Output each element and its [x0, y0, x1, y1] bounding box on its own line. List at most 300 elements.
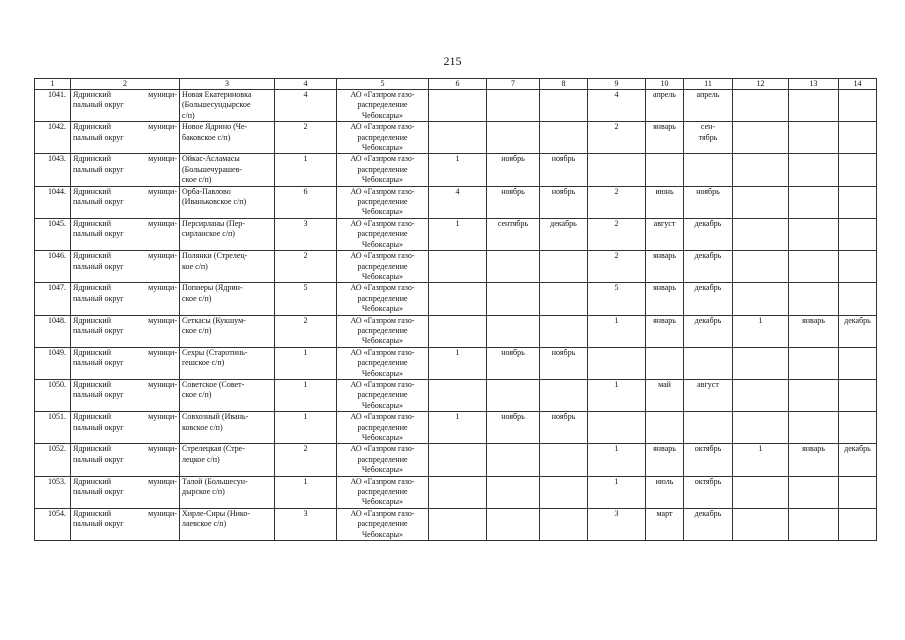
cell-line: распределение	[357, 487, 408, 497]
value-cell-c7	[487, 283, 540, 315]
value-cell-c10: июль	[646, 476, 684, 508]
value-cell-c14	[839, 218, 877, 250]
district-cell	[71, 90, 180, 122]
cell-word: муници-	[148, 315, 177, 325]
cell-line: распределение	[357, 132, 408, 142]
organization-cell	[337, 412, 429, 444]
column-number-header: 6	[429, 79, 487, 90]
cell-line: пальный округ	[73, 132, 124, 142]
district-cell	[71, 508, 180, 540]
value-cell-c13	[789, 186, 839, 218]
value-cell-c13	[789, 476, 839, 508]
row-number-cell: 1049.	[35, 347, 71, 379]
cell-line: АО «Газпром газо-	[350, 379, 415, 389]
column-number-header: 2	[71, 79, 180, 90]
district-cell	[71, 251, 180, 283]
cell-word: муници-	[148, 347, 177, 357]
cell-line: Чебоксары»	[361, 304, 404, 314]
cell-line: лецкое с/п)	[182, 454, 220, 464]
count-cell: 1	[275, 379, 337, 411]
organization-cell	[337, 444, 429, 476]
column-number-header: 13	[789, 79, 839, 90]
district-cell	[71, 347, 180, 379]
row-number-cell: 1042.	[35, 122, 71, 154]
value-cell-c6: 4	[429, 186, 487, 218]
value-cell-c6	[429, 315, 487, 347]
cell-line: пальный округ	[73, 422, 124, 432]
cell-line: пальный округ	[73, 229, 124, 239]
organization-cell	[337, 122, 429, 154]
cell-line: Чебоксары»	[361, 497, 404, 507]
district-cell	[71, 154, 180, 186]
count-cell: 1	[275, 347, 337, 379]
table-row	[35, 251, 877, 283]
cell-line	[73, 348, 177, 358]
value-cell-c12	[733, 476, 789, 508]
cell-line: АО «Газпром газо-	[350, 508, 415, 518]
settlement-cell	[180, 283, 275, 315]
value-cell-c9: 2	[588, 218, 646, 250]
cell-line	[73, 219, 177, 229]
value-cell-c14	[839, 347, 877, 379]
table-row	[35, 218, 877, 250]
table-row	[35, 379, 877, 411]
cell-line	[73, 477, 177, 487]
cell-word: Ядринский	[73, 90, 111, 99]
cell-line: пальный округ	[73, 390, 124, 400]
cell-line: пальный округ	[73, 487, 124, 497]
cell-line	[73, 251, 177, 261]
settlement-cell	[180, 251, 275, 283]
settlement-cell	[180, 154, 275, 186]
column-number-header: 11	[684, 79, 733, 90]
organization-cell	[337, 379, 429, 411]
cell-line	[73, 380, 177, 390]
cell-line: Стрелецкая (Стре-	[182, 444, 245, 454]
value-cell-c9: 2	[588, 186, 646, 218]
cell-line: АО «Газпром газо-	[350, 412, 415, 422]
cell-line: ское с/п)	[182, 390, 212, 400]
cell-line: Ойкас-Асламасы	[182, 154, 240, 164]
value-cell-c14	[839, 508, 877, 540]
organization-cell	[337, 347, 429, 379]
value-cell-c12	[733, 412, 789, 444]
value-cell-c10: апрель	[646, 90, 684, 122]
district-cell	[71, 218, 180, 250]
value-cell-c9: 2	[588, 122, 646, 154]
value-cell-c11: декабрь	[684, 218, 733, 250]
value-cell-c11: сен- тябрь	[684, 122, 733, 154]
settlement-cell	[180, 379, 275, 411]
value-cell-c6	[429, 508, 487, 540]
value-cell-c14	[839, 283, 877, 315]
cell-line	[73, 316, 177, 326]
district-cell	[71, 379, 180, 411]
cell-line: Чебоксары»	[361, 400, 404, 410]
value-cell-c9: 5	[588, 283, 646, 315]
organization-cell	[337, 218, 429, 250]
settlement-cell	[180, 315, 275, 347]
cell-line: Сеткасы (Кукшум-	[182, 315, 246, 325]
cell-word: муници-	[148, 508, 177, 518]
district-cell	[71, 283, 180, 315]
value-cell-c7: ноябрь	[487, 347, 540, 379]
value-cell-c11: октябрь	[684, 444, 733, 476]
value-cell-c13: январь	[789, 315, 839, 347]
value-cell-c9: 3	[588, 508, 646, 540]
cell-line	[73, 283, 177, 293]
cell-line: Чебоксары»	[361, 110, 404, 120]
cell-line	[73, 122, 177, 132]
cell-line: (Большесундырское	[182, 100, 251, 110]
value-cell-c9	[588, 154, 646, 186]
value-cell-c11: декабрь	[684, 315, 733, 347]
table-row	[35, 508, 877, 540]
cell-line: ское с/п)	[182, 325, 212, 335]
cell-word: муници-	[148, 251, 177, 261]
value-cell-c10: январь	[646, 444, 684, 476]
cell-line: распределение	[357, 519, 408, 529]
value-cell-c8	[540, 379, 588, 411]
cell-line: АО «Газпром газо-	[350, 283, 415, 293]
table-row	[35, 186, 877, 218]
cell-line: Чебоксары»	[361, 143, 404, 153]
count-cell: 5	[275, 283, 337, 315]
row-number-cell: 1053.	[35, 476, 71, 508]
value-cell-c6: 1	[429, 347, 487, 379]
table-row	[35, 476, 877, 508]
settlement-cell	[180, 218, 275, 250]
value-cell-c12	[733, 218, 789, 250]
settlement-cell	[180, 347, 275, 379]
cell-word: муници-	[148, 122, 177, 132]
column-number-header: 3	[180, 79, 275, 90]
cell-line: кое с/п)	[182, 261, 208, 271]
cell-line: лаевское с/п)	[182, 519, 227, 529]
cell-word: Ядринский	[73, 347, 111, 357]
cell-line: пальный округ	[73, 261, 124, 271]
value-cell-c13	[789, 251, 839, 283]
value-cell-c7: ноябрь	[487, 154, 540, 186]
cell-line	[73, 90, 177, 100]
organization-cell	[337, 508, 429, 540]
value-cell-c8	[540, 444, 588, 476]
value-cell-c11: декабрь	[684, 508, 733, 540]
district-cell	[71, 444, 180, 476]
value-cell-c12	[733, 508, 789, 540]
cell-line: АО «Газпром газо-	[350, 444, 415, 454]
value-cell-c11: август	[684, 379, 733, 411]
cell-word: Ядринский	[73, 186, 111, 196]
row-number-cell: 1048.	[35, 315, 71, 347]
cell-word: Ядринский	[73, 218, 111, 228]
row-number-cell: 1047.	[35, 283, 71, 315]
cell-line: Новая Екатериновка	[182, 90, 252, 99]
column-number-header: 7	[487, 79, 540, 90]
value-cell-c6	[429, 444, 487, 476]
value-cell-c7	[487, 315, 540, 347]
value-cell-c14	[839, 122, 877, 154]
value-cell-c11: ноябрь	[684, 186, 733, 218]
cell-line: гешское с/п)	[182, 358, 225, 368]
value-cell-c9	[588, 347, 646, 379]
value-cell-c14	[839, 476, 877, 508]
cell-line: распределение	[357, 197, 408, 207]
value-cell-c13	[789, 283, 839, 315]
value-cell-c11: апрель	[684, 90, 733, 122]
cell-line: Чебоксары»	[361, 239, 404, 249]
cell-line: распределение	[357, 454, 408, 464]
value-cell-c13	[789, 154, 839, 186]
value-cell-c12	[733, 283, 789, 315]
value-cell-c7	[487, 444, 540, 476]
value-cell-c8	[540, 476, 588, 508]
value-cell-c14	[839, 412, 877, 444]
value-cell-c6: 1	[429, 412, 487, 444]
value-cell-c7	[487, 90, 540, 122]
cell-line	[73, 187, 177, 197]
value-cell-c6: 1	[429, 218, 487, 250]
value-cell-c6: 1	[429, 154, 487, 186]
cell-line: АО «Газпром газо-	[350, 218, 415, 228]
value-cell-c12: 1	[733, 315, 789, 347]
cell-line: Чебоксары»	[361, 433, 404, 442]
value-cell-c6	[429, 283, 487, 315]
value-cell-c7: ноябрь	[487, 412, 540, 444]
cell-line: пальный округ	[73, 197, 124, 207]
value-cell-c12	[733, 186, 789, 218]
data-table	[34, 78, 877, 541]
count-cell: 3	[275, 508, 337, 540]
count-cell: 2	[275, 315, 337, 347]
settlement-cell	[180, 476, 275, 508]
value-cell-c10: июнь	[646, 186, 684, 218]
cell-line: распределение	[357, 261, 408, 271]
count-cell: 3	[275, 218, 337, 250]
table-row	[35, 283, 877, 315]
value-cell-c6	[429, 251, 487, 283]
value-cell-c9: 1	[588, 444, 646, 476]
cell-line: распределение	[357, 358, 408, 368]
value-cell-c8	[540, 90, 588, 122]
value-cell-c13: январь	[789, 444, 839, 476]
value-cell-c14	[839, 154, 877, 186]
value-cell-c11: декабрь	[684, 283, 733, 315]
value-cell-c12	[733, 122, 789, 154]
cell-word: Ядринский	[73, 444, 111, 454]
value-cell-c9: 1	[588, 315, 646, 347]
cell-line: Чебоксары»	[361, 529, 404, 539]
value-cell-c8	[540, 315, 588, 347]
cell-line: распределение	[357, 325, 408, 335]
value-cell-c10: январь	[646, 122, 684, 154]
column-number-header: 5	[337, 79, 429, 90]
cell-line: Талой (Большесун-	[182, 476, 248, 486]
cell-line: ское с/п)	[182, 293, 212, 303]
count-cell: 1	[275, 154, 337, 186]
settlement-cell	[180, 90, 275, 122]
cell-word: муници-	[148, 444, 177, 454]
row-number-cell: 1045.	[35, 218, 71, 250]
district-cell	[71, 186, 180, 218]
value-cell-c6	[429, 379, 487, 411]
organization-cell	[337, 154, 429, 186]
cell-word: муници-	[148, 218, 177, 228]
value-cell-c11	[684, 412, 733, 444]
count-cell: 1	[275, 412, 337, 444]
column-number-header: 14	[839, 79, 877, 90]
row-number-cell: 1051.	[35, 412, 71, 444]
row-number-cell: 1041.	[35, 90, 71, 122]
cell-line: АО «Газпром газо-	[350, 122, 415, 132]
table-row	[35, 122, 877, 154]
cell-line: распределение	[357, 293, 408, 303]
cell-line: Сехры (Старотинь-	[182, 347, 248, 357]
table-row	[35, 154, 877, 186]
column-number-header: 12	[733, 79, 789, 90]
cell-line: Чебоксары»	[361, 271, 404, 281]
cell-line: АО «Газпром газо-	[350, 476, 415, 486]
value-cell-c14	[839, 379, 877, 411]
value-cell-c12	[733, 379, 789, 411]
count-cell: 6	[275, 186, 337, 218]
value-cell-c10: январь	[646, 283, 684, 315]
row-number-cell: 1052.	[35, 444, 71, 476]
cell-line: АО «Газпром газо-	[350, 347, 415, 357]
value-cell-c8: ноябрь	[540, 412, 588, 444]
value-cell-c13	[789, 90, 839, 122]
cell-line: распределение	[357, 164, 408, 174]
cell-line	[73, 412, 177, 422]
table-row	[35, 347, 877, 379]
cell-line: Чебоксары»	[361, 465, 404, 475]
value-cell-c7	[487, 508, 540, 540]
column-number-header: 4	[275, 79, 337, 90]
table-row	[35, 315, 877, 347]
settlement-cell	[180, 508, 275, 540]
row-number-cell: 1046.	[35, 251, 71, 283]
cell-word: Ядринский	[73, 412, 111, 422]
cell-line: Орба-Павлово	[182, 186, 231, 196]
value-cell-c8	[540, 122, 588, 154]
cell-line: сирланское с/п)	[182, 229, 235, 239]
cell-word: муници-	[148, 283, 177, 293]
count-cell: 2	[275, 122, 337, 154]
cell-line: пальный округ	[73, 100, 124, 110]
organization-cell	[337, 476, 429, 508]
cell-line: пальный округ	[73, 164, 124, 174]
cell-line: пальный округ	[73, 519, 124, 529]
count-cell: 1	[275, 476, 337, 508]
value-cell-c6	[429, 476, 487, 508]
row-number-cell: 1044.	[35, 186, 71, 218]
value-cell-c8: ноябрь	[540, 347, 588, 379]
value-cell-c13	[789, 347, 839, 379]
cell-line: распределение	[357, 390, 408, 400]
value-cell-c8	[540, 283, 588, 315]
cell-line: АО «Газпром газо-	[350, 154, 415, 164]
column-number-row	[35, 79, 877, 90]
value-cell-c14	[839, 186, 877, 218]
cell-word: муници-	[148, 154, 177, 164]
value-cell-c8: декабрь	[540, 218, 588, 250]
cell-line: АО «Газпром газо-	[350, 186, 415, 196]
value-cell-c7	[487, 122, 540, 154]
cell-line: Советское (Совет-	[182, 379, 245, 389]
value-cell-c12	[733, 90, 789, 122]
cell-line: пальный округ	[73, 358, 124, 368]
value-cell-c9: 1	[588, 379, 646, 411]
cell-line: распределение	[357, 422, 408, 432]
value-cell-c11	[684, 347, 733, 379]
count-cell: 2	[275, 251, 337, 283]
settlement-cell	[180, 412, 275, 444]
value-cell-c11	[684, 154, 733, 186]
cell-word: муници-	[148, 412, 177, 422]
organization-cell	[337, 186, 429, 218]
cell-word: Ядринский	[73, 251, 111, 261]
value-cell-c13	[789, 122, 839, 154]
value-cell-c8	[540, 508, 588, 540]
row-number-cell: 1050.	[35, 379, 71, 411]
value-cell-c14	[839, 251, 877, 283]
district-cell	[71, 122, 180, 154]
row-number-cell: 1054.	[35, 508, 71, 540]
cell-word: муници-	[148, 186, 177, 196]
count-cell: 4	[275, 90, 337, 122]
cell-word: Ядринский	[73, 122, 111, 132]
column-number-header: 8	[540, 79, 588, 90]
column-number-header: 9	[588, 79, 646, 90]
cell-line: Чебоксары»	[361, 336, 404, 346]
cell-line: (Большечурашев-	[182, 164, 243, 174]
cell-line: пальный округ	[73, 454, 124, 464]
value-cell-c7: сентябрь	[487, 218, 540, 250]
value-cell-c10: январь	[646, 315, 684, 347]
district-cell	[71, 412, 180, 444]
cell-line: (Иваньковское с/п)	[182, 197, 247, 207]
value-cell-c7	[487, 379, 540, 411]
cell-line: Чебоксары»	[361, 207, 404, 217]
cell-line: ковское с/п)	[182, 422, 223, 432]
cell-line: Новое Ядрино (Че-	[182, 122, 248, 132]
settlement-cell	[180, 186, 275, 218]
cell-line: пальный округ	[73, 293, 124, 303]
value-cell-c9: 2	[588, 251, 646, 283]
organization-cell	[337, 283, 429, 315]
cell-word: муници-	[148, 476, 177, 486]
value-cell-c7	[487, 476, 540, 508]
district-cell	[71, 315, 180, 347]
column-number-header: 1	[35, 79, 71, 90]
cell-word: Ядринский	[73, 315, 111, 325]
cell-line: АО «Газпром газо-	[350, 90, 415, 99]
organization-cell	[337, 90, 429, 122]
value-cell-c10	[646, 412, 684, 444]
value-cell-c12: 1	[733, 444, 789, 476]
cell-line: дырское с/п)	[182, 487, 225, 497]
cell-word: муници-	[148, 379, 177, 389]
cell-line: пальный округ	[73, 325, 124, 335]
value-cell-c9: 4	[588, 90, 646, 122]
table-row	[35, 444, 877, 476]
value-cell-c10: май	[646, 379, 684, 411]
value-cell-c11: октябрь	[684, 476, 733, 508]
value-cell-c10: январь	[646, 251, 684, 283]
table-row	[35, 412, 877, 444]
cell-line: с/п)	[182, 110, 195, 120]
value-cell-c8: ноябрь	[540, 186, 588, 218]
